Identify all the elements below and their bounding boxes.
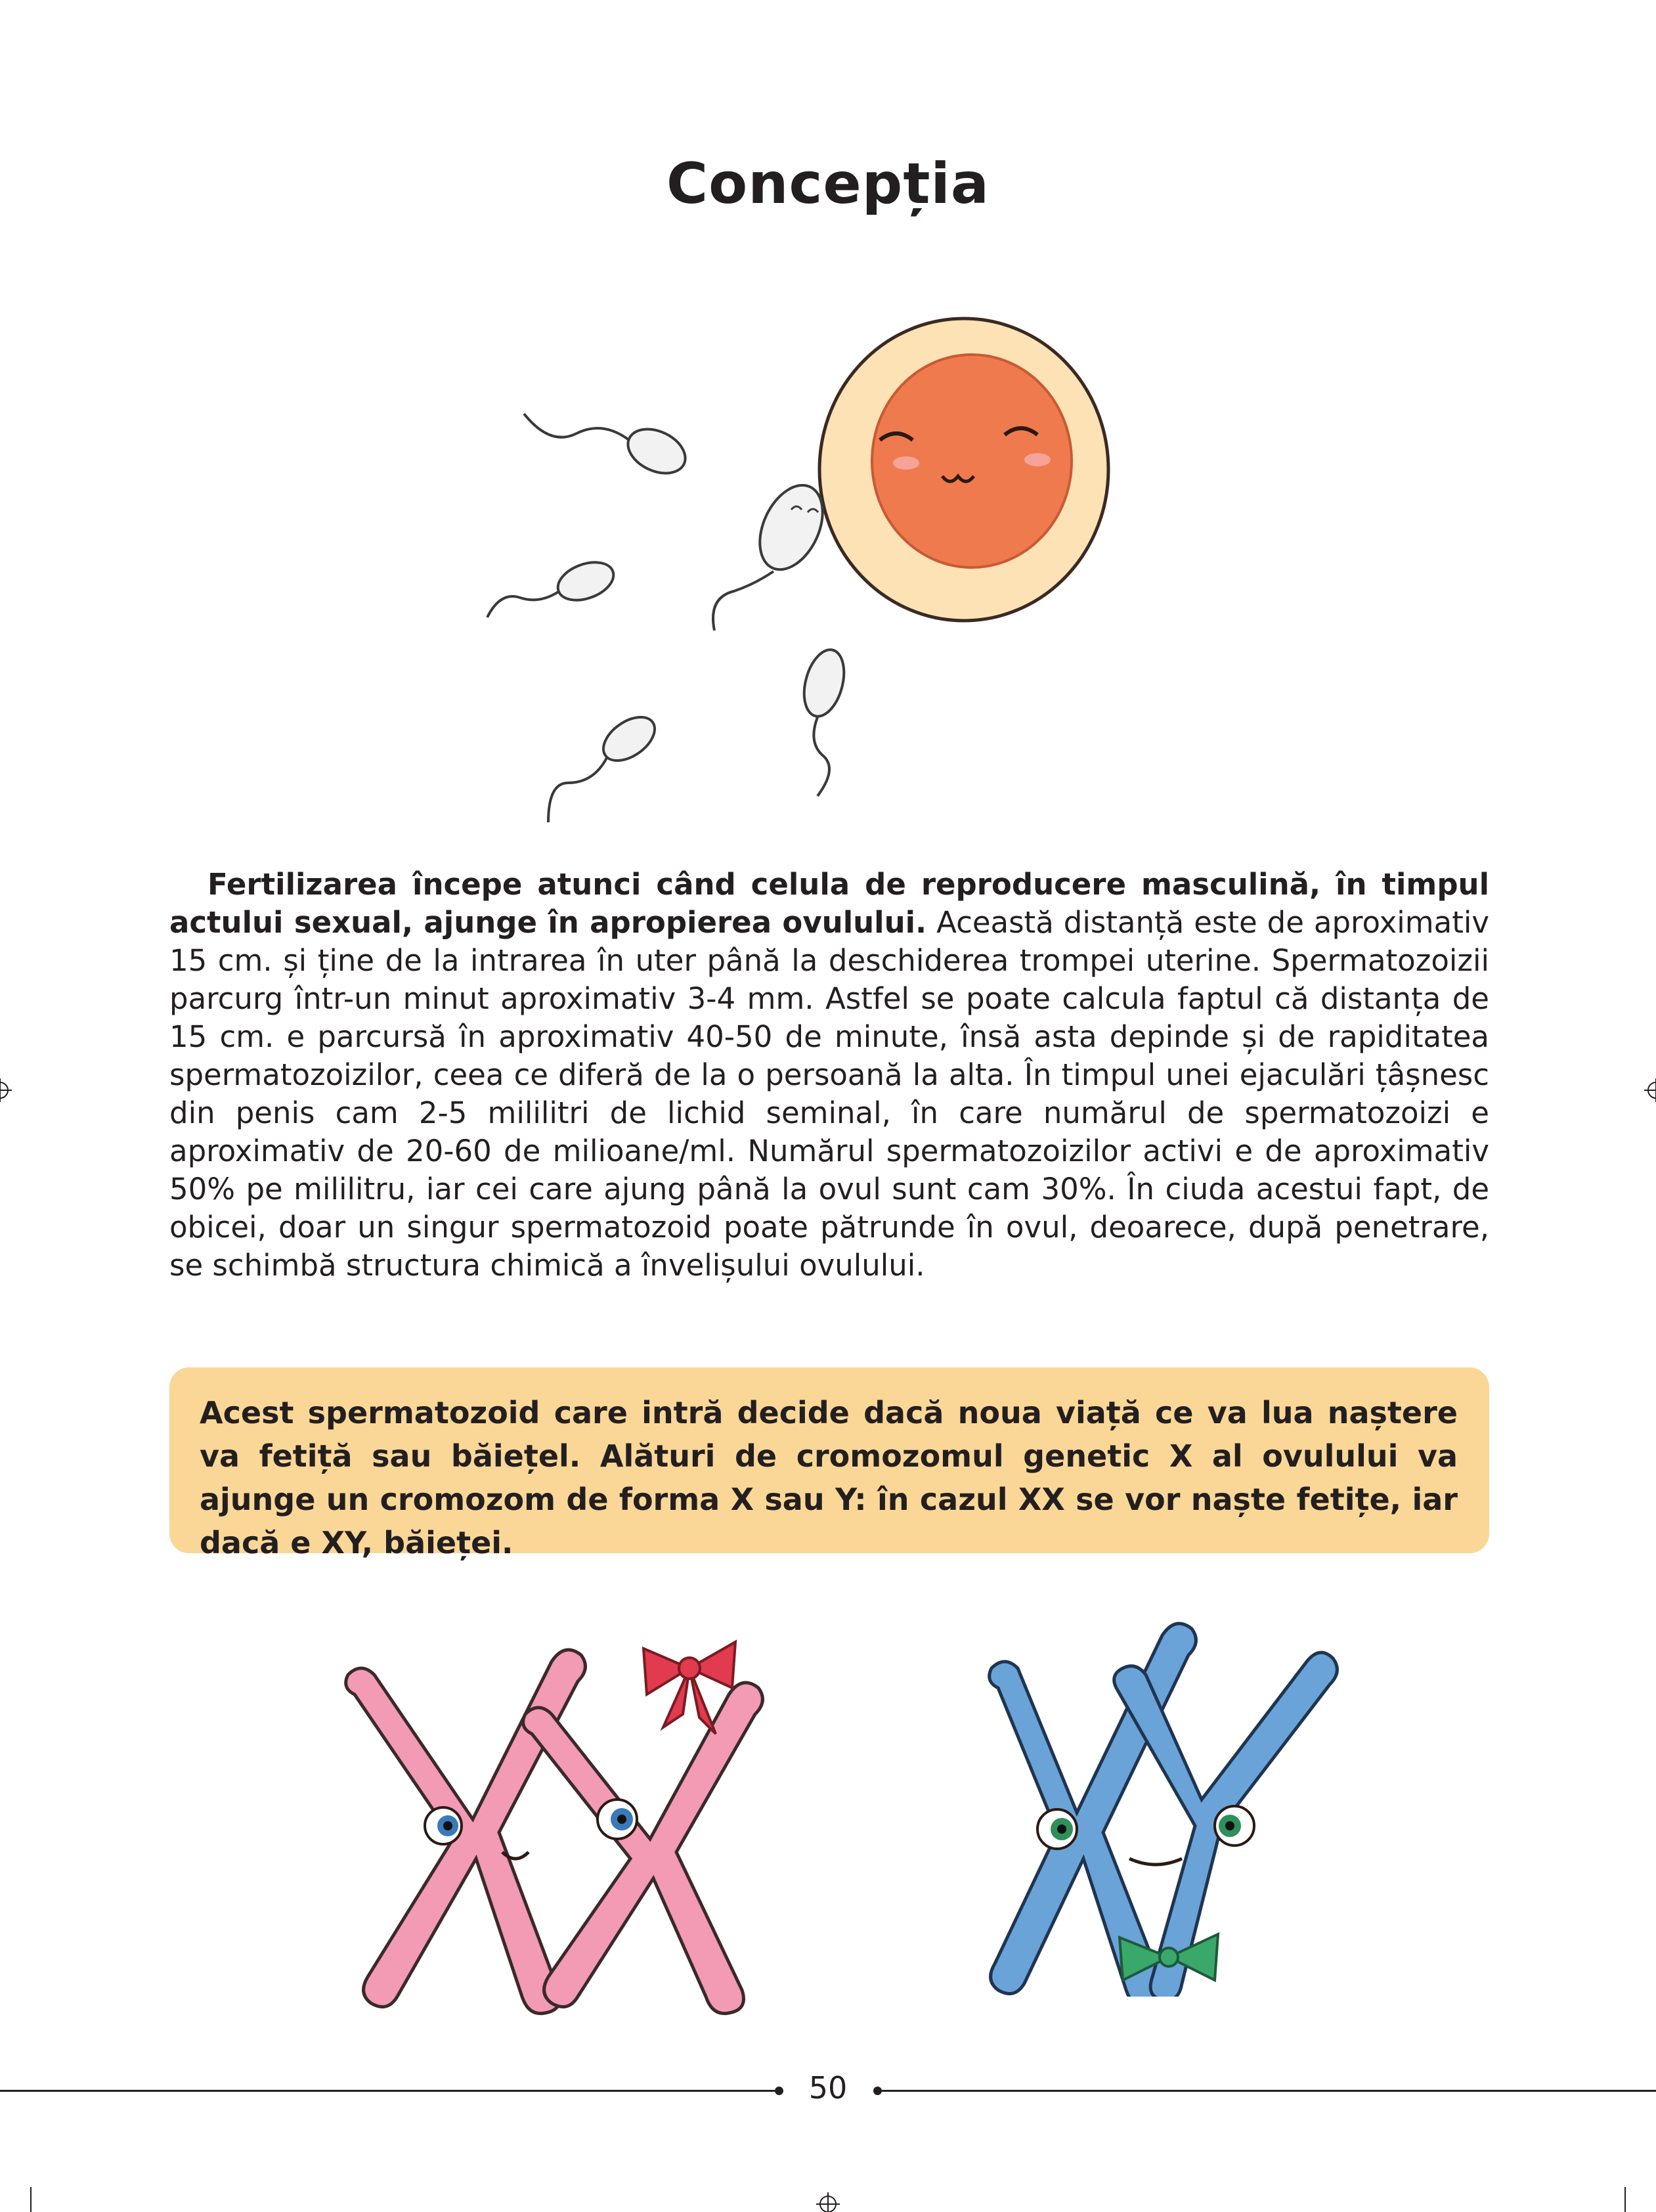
sperm-icon <box>548 708 663 822</box>
chromosome-xy-icon <box>985 1616 1353 1997</box>
sperm-icon <box>713 476 835 630</box>
footer-dot-right <box>873 2087 882 2095</box>
registration-mark-icon <box>815 2187 841 2212</box>
sperm-icon <box>797 646 850 796</box>
sperm-icon <box>524 414 692 482</box>
crop-mark <box>1624 2187 1626 2212</box>
sperm-icon <box>487 556 619 617</box>
chromosome-xx-icon <box>335 1622 801 2029</box>
registration-mark-icon <box>0 1077 16 1103</box>
body-paragraph <box>169 866 1489 1285</box>
crop-mark <box>30 2187 32 2212</box>
footer-rule-left <box>0 2090 775 2092</box>
egg-icon <box>819 319 1108 621</box>
body-text: Această distanță este de aproximativ 15 cm. și ține de la intrarea în uter până la deschiderea trompei uterine. Spermatozoizii parcurg într-un minut aproximativ 3-4 mm. Astfel se poate calcula faptul că distanța de 15 cm. e parcursă în aproximativ 40-50 de minute, însă asta depinde și de rapiditatea spermatozoizilor, ceea ce diferă de la o persoană la alta. În timpul unei ejaculări țâșnesc din penis cam 2-5 mililitri de lichid seminal, în care numărul de spermatozoizi e aproximativ de 20-60 de milioane/ml. Numărul spermatozoizilor activi e de aproximativ 50% pe mililitru, iar cei care ajung până la ovul sunt cam 30%. În ciuda acestui fapt, de obicei, doar un singur spermatozoid poate pătrunde în ovul, deoarece, după penetrare, se schimbă structura chimică a învelișului ovulului. <box>169 905 1489 1283</box>
footer-rule-right <box>882 2090 1656 2092</box>
page-title: Concepția <box>666 151 990 217</box>
registration-mark-icon <box>1640 1077 1656 1103</box>
page-number: 50 <box>808 2070 848 2106</box>
conception-illustration <box>460 315 1182 828</box>
footer-dot-left <box>775 2087 783 2095</box>
callout-box: Acest spermatozoid care intră decide dacă noua viață ce va lua naștere va fetiță sau băiețel. Alături de cromozomul genetic X al ovulului va ajunge un cromozom de forma X sau Y: în cazul XX se vor naște fetițe, iar dacă e XY, băieței. <box>169 1367 1489 1553</box>
body-bold-intro: Fertilizarea începe atunci când celula de reproducere masculină, în timpul actului sexual, ajunge în apropierea ovulului. <box>169 867 1489 940</box>
